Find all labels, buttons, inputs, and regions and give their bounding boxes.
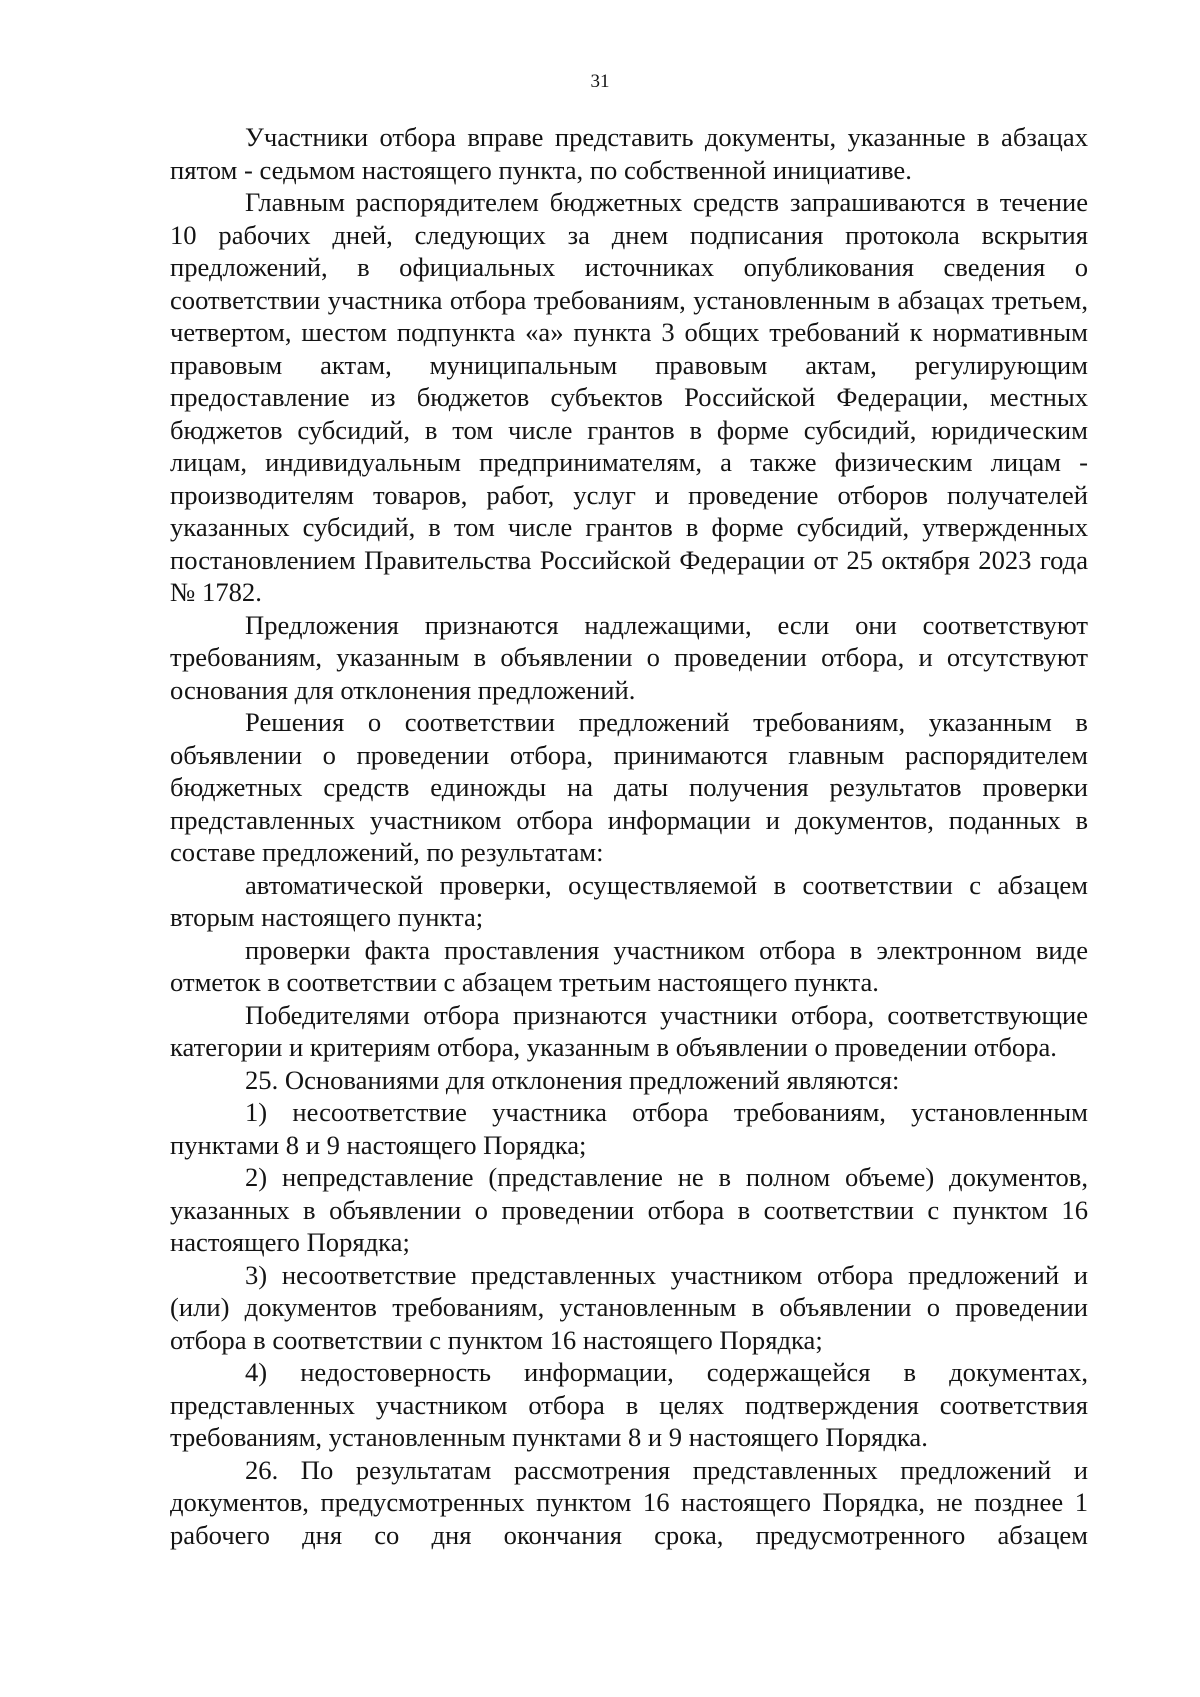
paragraph: Победителями отбора признаются участники отбора, соответствующие категории и критериям отбора, указанным в объявлении о проведении отбора. [170,999,1088,1062]
paragraph: 3) несоответствие представленных участником отбора предложений и (или) документов требованиям, установленным в объявлении о проведении отбора в соответствии с пунктом 16 настоящего Порядка; [170,1259,1088,1355]
page-number: 31 [590,71,610,92]
paragraph: автоматической проверки, осуществляемой в соответствии с абзацем вторым настоящего пункта; [170,869,1088,932]
document-body [170,121,1088,1551]
paragraph: Решения о соответствии предложений требованиям, указанным в объявлении о проведении отбора, принимаются главным распорядителем бюджетных средств единожды на даты получения результатов проверки представленных участником отбора информации и документов, поданных в составе предложений, по результатам: [170,707,1088,867]
paragraph: проверки факта проставления участником отбора в электронном виде отметок в соответствии с абзацем третьим настоящего пункта. [170,934,1088,997]
paragraph: 1) несоответствие участника отбора требованиям, установленным пунктами 8 и 9 настоящего Порядка; [170,1097,1088,1160]
paragraph: 26. По результатам рассмотрения представленных предложений и документов, предусмотренных пунктом 16 настоящего Порядка, не позднее 1 рабочего дня со дня окончания срока, предусмотренного абзацем [170,1454,1088,1550]
paragraph: 25. Основаниями для отклонения предложений являются: [245,1064,900,1095]
paragraph: Предложения признаются надлежащими, если они соответствуют требованиям, указанным в объявлении о проведении отбора, и отсутствуют основания для отклонения предложений. [170,609,1088,705]
paragraph: Участники отбора вправе представить документы, указанные в абзацах пятом - седьмом настоящего пункта, по собственной инициативе. [170,122,1088,185]
paragraph: 4) недостоверность информации, содержащейся в документах, представленных участником отбора в целях подтверждения соответствия требованиям, установленным пунктами 8 и 9 настоящего Порядка. [170,1357,1088,1452]
paragraph: 2) непредставление (представление не в полном объеме) документов, указанных в объявлении о проведении отбора в соответствии с пунктом 16 настоящего Порядка; [170,1162,1088,1257]
paragraph: Главным распорядителем бюджетных средств запрашиваются в течение 10 рабочих дней, следующих за днем подписания протокола вскрытия предложений, в официальных источниках опубликования сведения о соответствии участника отбора требованиям, установленным в абзацах третьем, четвертом, шестом подпункта «а» пункта 3 общих требований к нормативным правовым актам, муниципальным правовым актам, регулирующим предоставление из бюджетов субъектов Российской Федерации, местных бюджетов субсидий, в том числе грантов в форме субсидий, юридическим лицам, индивидуальным предпринимателям, а также физическим лицам - производителям товаров, работ, услуг и проведение отборов получателей указанных субсидий, в том числе грантов в форме субсидий, утвержденных постановлением Правительства Российской Федерации от 25 октября 2023 года № 1782. [170,187,1088,607]
